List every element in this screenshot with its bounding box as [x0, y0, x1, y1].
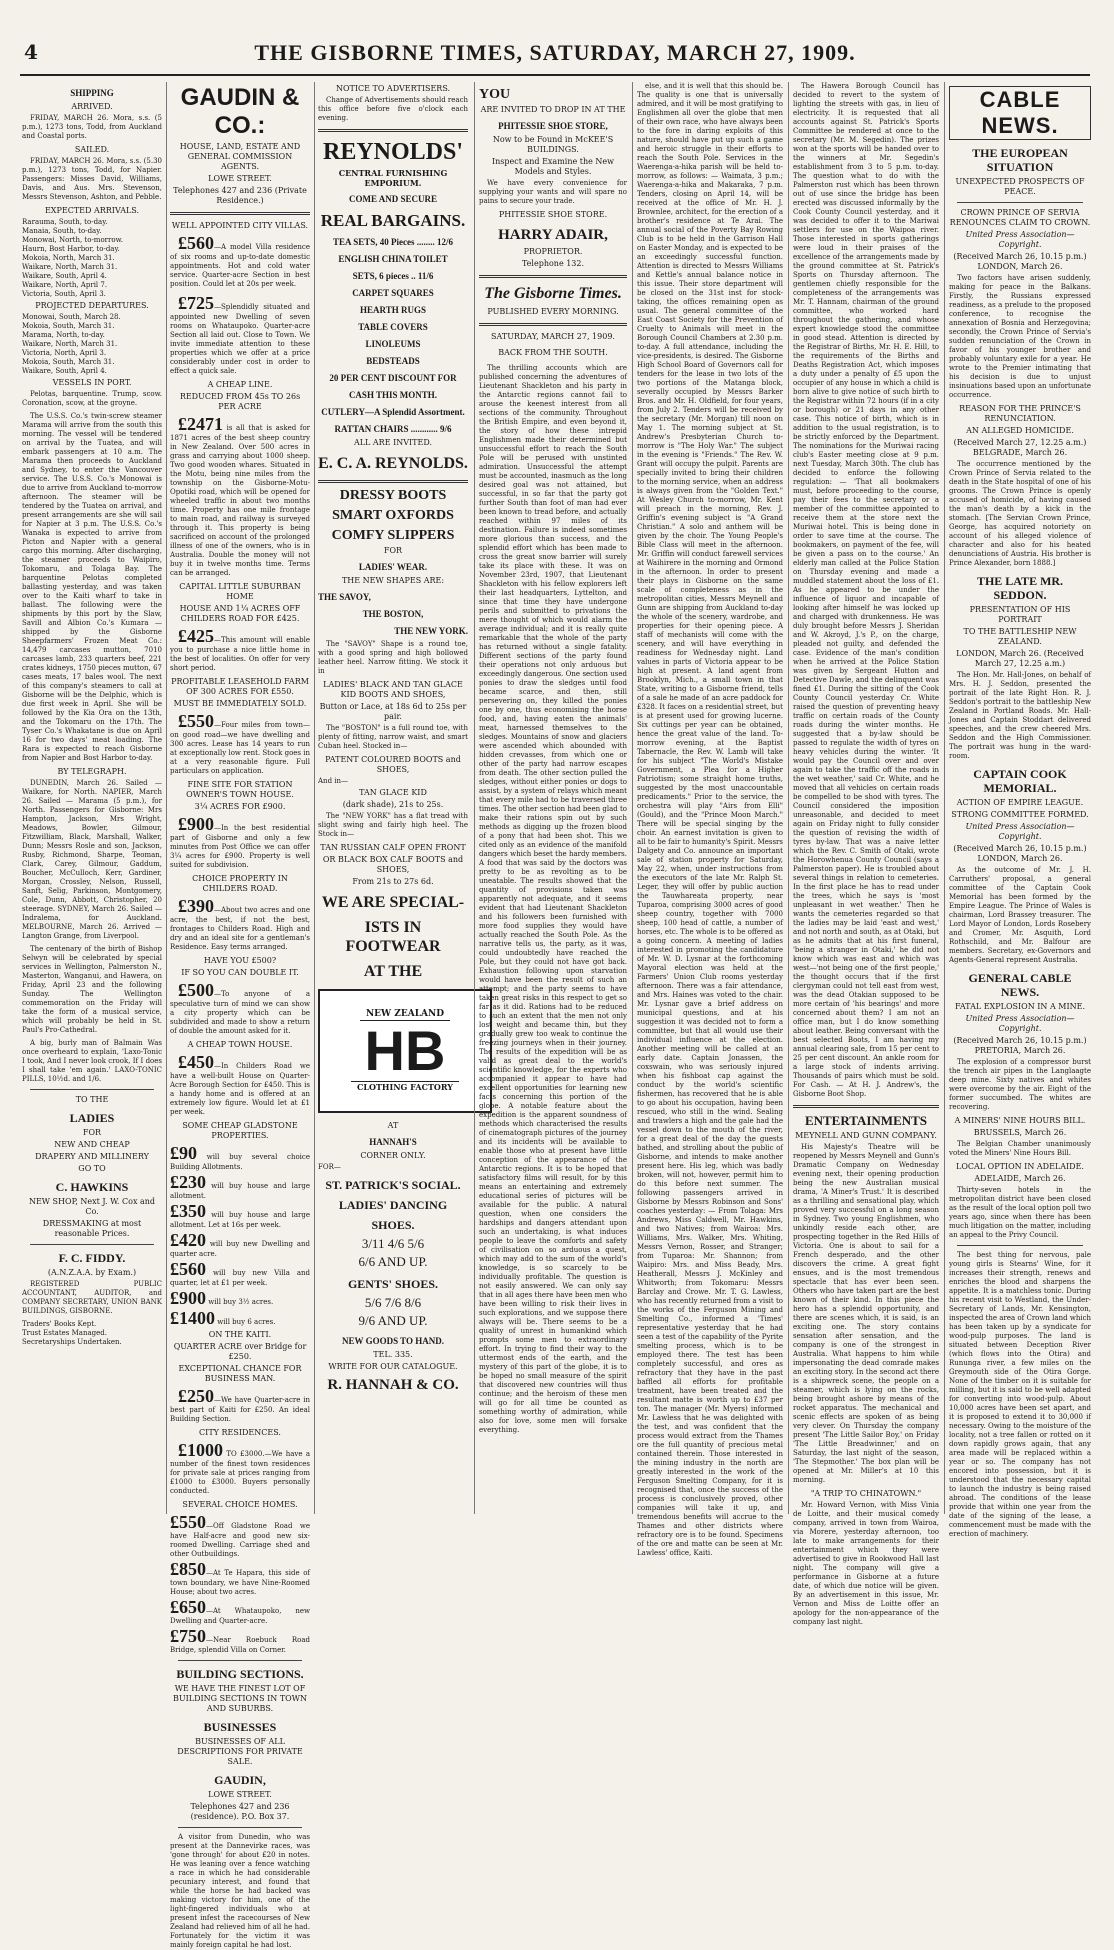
rattan-chairs: RATTAN CHAIRS ............ 9/6	[334, 424, 452, 434]
gents-prices: 5/6 7/6 8/6	[364, 1295, 422, 1310]
section-heading: HAVE YOU £500?	[203, 956, 277, 965]
smart-oxfords: SMART OXFORDS	[332, 508, 454, 523]
hb-logo-top: NEW ZEALAND	[360, 1009, 450, 1021]
hawkins-line1: NEW AND CHEAP	[54, 1140, 130, 1149]
listing-text: —At Whataupoko, new Dwelling and Quarter-acre.	[170, 1607, 310, 1625]
cable-text: The explosion of a compressor burst the trench air pipes in the Langlaagte deep mine. Sixty natives and whites were overcome by the air. Eight of the former succumbed. The whites are recovering.	[949, 1058, 1091, 1111]
shape-boston: THE BOSTON,	[362, 609, 424, 619]
newyork-text: The "NEW YORK" has a flat tread with slight swing and fairly high heel. The Stock in—	[318, 812, 468, 838]
listing-text: —In the best residential part of Gisborne and only a few minutes from Post Office we can offer 3¼ acres for £900. Property is well suited for subdivision.	[170, 824, 310, 869]
hearth-rugs: HEARTH RUGS	[360, 305, 426, 315]
price: £420	[170, 1230, 206, 1250]
real-bargains: REAL BARGAINS.	[320, 211, 466, 230]
column-notes	[793, 82, 939, 1626]
projected-list	[22, 313, 162, 376]
section-heading: WELL APPOINTED CITY VILLAS.	[171, 221, 309, 230]
section-heading: PROFITABLE LEASEHOLD FARM OF 300 ACRES FOR £550.	[171, 677, 309, 696]
chinatown-heading: "A TRIP TO CHINATOWN."	[810, 1489, 922, 1498]
fiddy-line: Traders' Books Kept.	[22, 1320, 97, 1328]
list-item: Victoria, South, April 3.	[22, 290, 106, 298]
price: £500	[178, 980, 214, 1000]
write-catalogue: WRITE FOR OUR CATALOGUE.	[328, 1362, 458, 1371]
column-rule	[632, 82, 633, 1514]
hawkins-advertisement	[22, 1095, 162, 1239]
column-rule	[314, 82, 315, 1514]
divider	[30, 1089, 154, 1090]
divider	[170, 212, 310, 215]
listing-text: —Splendidly situated and appointed new Dwelling of seven rooms on Whataupoko. Quarter-acre Section all laid out. Close to Town. We invite immediate attention to these properties which we offer at a price considerably under cost in order to effect a quick sale.	[170, 303, 310, 375]
price: £250	[178, 1386, 214, 1406]
heading-projected-departures: PROJECTED DEPARTURES.	[35, 301, 149, 310]
china-toilet: ENGLISH CHINA TOILET	[338, 254, 448, 264]
reynolds-title: REYNOLDS'	[322, 139, 464, 165]
proprietor-label: PROPRIETOR.	[523, 247, 583, 256]
late-mr-seddon: THE LATE MR. SEDDON.	[976, 574, 1064, 602]
gents-shoes: GENTS' SHOES.	[347, 1277, 439, 1291]
hawkins-for: FOR	[82, 1128, 102, 1137]
tea-sets: TEA SETS, 40 Pieces ........ 12/6	[332, 237, 453, 247]
savoy-text: The "SAVOY" Shape is a round toe, with a good spring and high bollowed leather heel. Narrow fitting. We stock it in	[318, 640, 468, 675]
received-line: LONDON, March 26. (Received March 27, 12.25 a.m.)	[956, 649, 1084, 668]
divider	[318, 129, 468, 132]
list-item: Monowai, South, March 28.	[22, 313, 121, 321]
bedsteads: BEDSTEADS	[366, 356, 420, 366]
listing-text: —At Te Hapara, this side of town boundary, we have Nine-Roomed House; about two acres.	[170, 1569, 310, 1596]
invited-text: ARE INVITED TO DROP IN AT THE	[480, 105, 626, 114]
gaudin-signature: GAUDIN,	[214, 1773, 266, 1787]
price: £850	[170, 1559, 206, 1579]
price: £750	[170, 1626, 206, 1646]
price: £900	[170, 1288, 206, 1308]
leader-text: The thrilling accounts which are published concerning the adventures of Lieutenant Shackleton and his party in the Antarctic regions cannot fail to arouse the keenest interest from all sections of the community. Throughout the British Empire, and even beyond it, the story of how these intrepid Englishmen made their determined but unsuccessful effort to reach the South Pole will be perused with unstinted admiration. Unsuccessful the attempt must be accounted, inasmuch as the long desired goal was not attained, but successful, in so far that the party got further South than foot of man had ever been known to tread before, and actually reached within 97 miles of its destination. Failure is indeed sometimes more glorious than success, and the splendid effort which has been made to cross the great snow barrier will surely take its place with these. It was on November 23rd, 1907, that Lieutenant Shackleton with his fellow explorers left their last headquarters, Lyttelton, and since that time they have undergone perils and submitted to privations the mere thought of which would alarm the average individual; and it is really quite remarkable that the whole of the party has returned without a single fatality. Different sections of the party found their operations not only arduous but exceedingly dangerous. One section used ponies to draw the sledges until food became scarce, and then, still persevering on, they killed the ponies one by one, thus economising the horse food, and, having eaten the animals' meat, harnessed themselves to the sledges. Mountains of snow and glaciers were ascended which abounded with hidden crevasses, from which one or other of the party had narrow escapes from death. The other section pulled the sledges, without either ponies or dogs to assist, by a system of relays which meant that every mile had to be traversed three times. The other section had been glad to make their rations spin out by such methods as digging up the frozen blood of a pony that had been shot. This we cited only as an evidence of the manifold dangers which beset the hardy members. A food that was said by the doctors was pretty to be as revolting as to be uneatable. The results showed that the quantity of provisions taken was apparently not adequate, and it seems evident that had Lieutenant Shackleton and his followers been furnished with more food supplies they would have actually reached the South Pole. As the narrative tells us, the party, as it was, could undoubtedly have reached the Pole, but they could not have got back. Exhaustion following upon starvation would have been the result of such an attempt; and the party seems to have taken great risks in this respect to get so far as it did. Rations had to be reduced to such an extent that the men not only lost weight and became thin, but they gradually grew too weak to continue the freezing journeys when in their journey. The results of the expedition will be as valid as great deal to the world's scientific knowledge, for the experts who accompanied it appear to have had excellent opportunities for learning new facts concerning this portion of the globe. A notable feature about the expedition is the apparent soundness of methods which characterised the results of cinematograph pictures of the journey and its incidents will be available to enable those who at present have little conception of the appearance of the Antarctic regions. It is to be hoped that satisfactory films will result, for by this means an entertaining and extremely educational series of pictures will be available for the public. A natural question, when one considers the hardships and dangers attendant upon such an undertaking, is what induces people to leave the comforts and safety of civilisation on so arduous a quest, which may add to the sum of the world's knowledge, is so scarcely to be individually profitable. The question is not easily answered. We can only say that in all ages there have been men who have been willing to risk their lives in such explorations, and we suppose there always will be. There seems to be a quality of unrest in humankind which prompts some men to extraordinary effort. In trying to find their way to the uttermost ends of the earth, and the mystery of this part of the globe, it is to be hoped no small measure of the spirit that discovered new countries will thus continue; and the heroism of these men will go for all time be counted as something worthy of admiration, while also for love, some men will forsake everything.	[479, 364, 627, 1434]
list-item: Waikare, North, April 7.	[22, 281, 108, 289]
local-option: LOCAL OPTION IN ADELAIDE.	[956, 1162, 1084, 1171]
shoes-label: SHOES.	[371, 1218, 415, 1232]
price: £90	[170, 1143, 197, 1163]
price: £725	[178, 293, 214, 313]
at-the: AT THE	[363, 963, 423, 980]
carpet-squares: CARPET SQUARES	[352, 288, 434, 298]
price: £900	[178, 814, 214, 834]
you-heading: YOU	[479, 87, 511, 102]
received-line: (Received March 27, 12.25 a.m.) BELGRADE, March 26.	[953, 438, 1087, 457]
fiddy-name: F. C. FIDDY.	[58, 1251, 126, 1265]
cable-news-heading: CABLE NEWS.	[949, 86, 1091, 140]
listing-text: —About two acres and one acre, the best, if not the best, frontages to Childers Road. High and dry and an ideal site for a gentleman's Residence. Easy terms arranged.	[170, 906, 310, 951]
gaudin-firm-sub: HOUSE, LAND, ESTATE AND GENERAL COMMISSION AGENTS.	[179, 142, 301, 171]
price: £390	[178, 896, 214, 916]
heading-vessels-in-port: VESSELS IN PORT.	[52, 378, 132, 387]
list-item: Manaia, South, to-day.	[22, 227, 102, 235]
list-item: Victoria, North, April 3.	[22, 349, 107, 357]
ladies-black: LADIES' BLACK AND TAN GLACE KID BOOTS AND SHOES,	[323, 680, 463, 699]
price: £1000	[178, 1440, 223, 1460]
upa-credit: United Press Association—Copyright.	[965, 1014, 1075, 1033]
price: £425	[178, 626, 214, 646]
list-item: Waikare, North, March 31.	[22, 340, 118, 348]
hb-logo-main: HB	[364, 1019, 446, 1082]
gents-prices-up: 9/6 AND UP.	[358, 1313, 428, 1328]
divider	[30, 1244, 154, 1245]
all-invited: ALL ARE INVITED.	[353, 438, 433, 447]
corner-only: CORNER ONLY.	[360, 1151, 426, 1160]
harry-adair: HARRY ADAIR,	[498, 227, 608, 243]
received-line: (Received March 26, 10.15 p.m.) LONDON, March 26.	[953, 252, 1087, 271]
chinatown-text: Mr. Howard Vernon, with Miss Vinia de Loitte, and their musical comedy company, arrived in town from Wairoa, via Morere, yesterday afternoon, too late to make arrangements for their entertainment which they were advertised to give in Rookwood Hall last night. The company will give a performance in Gisborne at a future date, of which due notice will be given. By an advertisement in this issue, Mr. Vernon and Miss de Loitte offer an apology for the non-appearance of the company last night.	[793, 1501, 939, 1626]
section-heading: SEVERAL CHOICE HOMES.	[182, 1500, 298, 1509]
listing-text: will buy new Villa and quarter, let at £1 per week.	[170, 1269, 310, 1287]
price: £1400	[170, 1308, 215, 1328]
section-heading: FINE SITE FOR STATION OWNER'S TOWN HOUSE.	[186, 780, 294, 799]
divider	[479, 323, 627, 326]
cable-text: Two factors have arisen suddenly, making for peace in the Balkans. Firstly, the Russians expressed readiness, as a prelude to the proposed conference, to recognise the annexation of Bosnia and Herzegovina; secondly, the Crown Prince of Servia's sudden renunciation of the Crown in favor of his younger brother and probably voluntary exile for a year. He wrote to the Premier intimating that his decision is due to unjust insinuations based upon an unfortunate occurrence.	[949, 274, 1091, 399]
list-item: Mokoia, North, March 31.	[22, 254, 115, 262]
heading-expected-arrivals: EXPECTED ARRIVALS.	[44, 206, 140, 215]
businesses-text: BUSINESSES OF ALL DESCRIPTIONS FOR PRIVATE SALE.	[177, 1737, 303, 1766]
gaudin-firm-telephone: Telephones 427 and 236 (Private Residence.)	[173, 186, 307, 205]
reynolds-subtitle: CENTRAL FURNISHING EMPORIUM.	[338, 168, 448, 188]
comfy-slippers: COMFY SLIPPERS	[331, 528, 455, 543]
column-rule	[788, 82, 789, 1514]
list-item: Monowai, North, to-morrow.	[22, 236, 123, 244]
notice-heading: NOTICE TO ADVERTISERS.	[335, 84, 451, 93]
brussels-dateline: BRUSSELS, March 26.	[973, 1128, 1067, 1137]
hannahs: HANNAH'S	[369, 1137, 417, 1147]
masthead	[20, 28, 1090, 76]
ladies-dancing: LADIES' DANCING	[338, 1198, 448, 1212]
hawkins-dressmaking: DRESSMAKING at most reasonable Prices.	[42, 1219, 142, 1238]
hawkins-line2: DRAPERY AND MILLINERY	[35, 1152, 149, 1161]
adelaide-dateline: ADELAIDE, March 26.	[974, 1174, 1066, 1183]
listing-text: —We have Quarter-acre in best part of Kaiti for £250. An ideal Building Section.	[170, 1396, 310, 1423]
list-item: Mokoia, South, March 31.	[22, 358, 115, 366]
listing-text: will buy several choice Building Allotments.	[170, 1153, 310, 1171]
hawkins-to-the: TO THE	[75, 1095, 109, 1104]
strong-committee: STRONG COMMITTEE FORMED.	[951, 810, 1089, 819]
general-cable-news: GENERAL CABLE NEWS.	[968, 971, 1072, 999]
price: £550	[170, 1512, 206, 1532]
listing-text: will buy new Dwelling and quarter acre.	[170, 1240, 311, 1258]
column-reynolds	[318, 82, 468, 1514]
vessels-text: Pelotas, barquentine. Trump, scow. Coronation, scow, at the groyne.	[22, 390, 162, 407]
boston-text: The "BOSTON" is a full round toe, with plenty of fitting, narrow waist, and smart Cuban heel. Stocked in—	[318, 724, 468, 750]
price: £2471	[178, 414, 223, 434]
st-patricks-social: ST. PATRICK'S SOCIAL.	[325, 1178, 461, 1192]
gaudin-firm-name: GAUDIN & CO.:	[180, 84, 300, 139]
specialists-line1: WE ARE SPECIAL-	[321, 894, 465, 911]
for-label: FOR—	[318, 1163, 341, 1171]
listing-text: —Near Roebuck Road Bridge, splendid Villa on Corner.	[170, 1636, 310, 1654]
hannah-signature: R. HANNAH & CO.	[327, 1377, 459, 1393]
fatal-explosion: FATAL EXPLOSION IN A MINE.	[954, 1002, 1085, 1011]
inspect-text: Inspect and Examine the New Models and Styles.	[491, 157, 615, 176]
leader-date: SATURDAY, MARCH 27, 1909.	[491, 332, 615, 341]
tan-glace: TAN GLACE KID	[359, 788, 427, 797]
ladies-wear: LADIES' WEAR.	[358, 562, 428, 572]
businesses-heading: BUSINESSES	[203, 1720, 277, 1734]
hb-logo-bottom: CLOTHING FACTORY	[351, 1081, 459, 1093]
visitor-text: A visitor from Dunedin, who was present at the Dannevirke races, was 'gone through' for about £20 in notes. He was leaning over a fence watching a race in which he had considerable pecuniary interest, and found that while the horse he had backed was making victory for him, one of the light-fingered individuals who at present infest the racecourses of New Zealand had relieved him of all he had. Fortunately for the victim it was mainly foreign capital he had lost.	[170, 1833, 310, 1949]
hawkins-goto: GO TO	[78, 1164, 106, 1173]
crown-prince: CROWN PRINCE OF SERVIA RENOUNCES CLAIM TO CROWN.	[949, 208, 1091, 227]
listing-text: is all that is asked for 1871 acres of the best sheep country in New Zealand. Over 500 acres in grass and carrying about 1000 sheep. Two good wooden whares. Situated in the Motu, being nine miles from the township on the Gisborne-Motu-Opotiki road, which will be opened for wheeled traffic in about two months time. Property has one mile frontage to main road, and railway is surveyed through it. This property is being sacrificed on account of the prolonged illness of one of the owners, who is in Australia. Double the money will not buy it in twelve months time. Terms can be arranged.	[170, 424, 310, 577]
list-item: Waikare, South, April 4.	[22, 367, 107, 375]
section-subheading: EXCEPTIONAL CHANCE FOR BUSINESS MAN.	[178, 1364, 302, 1383]
section-heading: A CHEAP LINE.	[207, 380, 273, 389]
mckees-buildings: Now to be Found in McKEE'S BUILDINGS.	[492, 135, 614, 154]
divider	[793, 1105, 939, 1108]
section-subheading: MUST BE IMMEDIATELY SOLD.	[173, 699, 307, 708]
toilet-sets: SETS, 6 pieces .. 11/6	[352, 271, 434, 281]
arrived-text: FRIDAY, MARCH 26. Mora, s.s. (5 p.m.), 1273 tons, Todd, from Auckland and Coastal ports.	[22, 114, 162, 140]
section-heading: A CHEAP TOWN HOUSE.	[187, 1040, 293, 1049]
gaudin-address: LOWE STREET.	[208, 1790, 272, 1799]
section-subheading: REDUCED FROM 45s TO 26s PER ACRE	[179, 392, 301, 411]
cable-text: As the outcome of Mr. J. H. Carruthers' proposal, a general committee of the Captain Cook Memorial has been formed by the Empire League. The Prince of Wales is chairman, Lord Brassey treasurer. The Lord Mayor of London, Lords Rosebery and Cromer, Mr. Asquith, Lord Rothschild, and Mr. Balfour are members. Secretary, ex-Governors and Agents-General represent Australia.	[949, 866, 1091, 964]
hb-factory-logo	[318, 989, 492, 1113]
heading-arrived: ARRIVED.	[71, 102, 113, 111]
upa-credit: United Press Association—Copyright.	[965, 822, 1075, 841]
sailed-text: FRIDAY, MARCH 26. Mora, s.s. (5.30 p.m.), 1273 tons, Todd, for Napier. Passengers: Misses David, Williams, Davis, and Aus. Mrs. Stevenson, Messrs Stevenson, Ashton, and Pebble.	[22, 157, 162, 201]
discount: 20 PER CENT DISCOUNT FOR	[329, 373, 457, 383]
published-every-morning: PUBLISHED EVERY MORNING.	[487, 307, 619, 316]
leader-title: BACK FROM THE SOUTH.	[498, 348, 608, 357]
phitessie-store-name: PHITESSIE SHOE STORE.	[498, 210, 608, 219]
column-rule	[944, 82, 945, 1514]
listing-text: —A model Villa residence of six rooms and up-to-date domestic appointments. Hot and cold water service. Quarter-acre Section in best position. Could let at 20s per week.	[170, 243, 310, 288]
list-item: Marama, North, to-day.	[22, 331, 105, 339]
miners-bill: A MINERS' NINE HOURS BILL.	[954, 1116, 1086, 1125]
column-rule	[474, 82, 475, 1514]
bishop-selwyn-text: The centenary of the birth of Bishop Selwyn will be celebrated by special services in Wellington, Palmerston N., Masterton, Wanganui, and Hawera, on Friday, April 23 and the following Sunday. The Wellington commemoration on the Friday will take the form of a musical service, which will probably be held in St. Paul's Pro-Cathedral.	[22, 945, 162, 1034]
reason-heading: REASON FOR THE PRINCE'S RENUNCIATION.	[959, 404, 1081, 423]
newspaper-masthead: The Gisborne Times.	[484, 285, 622, 302]
listing-text: —In Childers Road we have a well-built House on Quarter-Acre Borough Section for £450. This is a handy home and is offered at an extremely low figure. Would let at £1 per week.	[170, 1062, 310, 1116]
section-subheading: IF SO YOU CAN DOUBLE IT.	[181, 968, 299, 977]
listing-text: will buy house and large allotment. Let at 16s per week.	[170, 1211, 310, 1229]
empire-league: ACTION OF EMPIRE LEAGUE.	[956, 798, 1084, 807]
list-item: Waikare, North, March 31.	[22, 263, 118, 271]
section-heading: CAPITAL LITTLE SUBURBAN HOME	[179, 582, 301, 601]
price: £230	[170, 1172, 206, 1192]
section-heading: ON THE KAITI.	[208, 1330, 272, 1339]
page-number: 4	[24, 40, 38, 64]
heading-sailed: SAILED.	[74, 145, 110, 154]
phitessie-telephone: Telephone 132.	[521, 259, 585, 268]
listing-text: —This amount will enable you to purchase a nice little home in the best of localities. On offer for very short period.	[170, 636, 310, 672]
price: £560	[170, 1259, 206, 1279]
notes-text: The Hawera Borough Council has decided to revert to the system of lighting the streets with gas, in lieu of electricity. It is requested that all accounts against St. Patrick's Sports Committee be rendered at once to the secretary (Mr. M. Segedin). The prizes won at the sports will be handed over to the winners at Mr. Segedin's establishment from 3 to 5 p.m. to-day. The question what to do with the Palmerston rust which has been thrown out of use since the bridge has been erected was discussed informally by the Cook County Council yesterday, and it was decided to offer it to the Mariwai settlers for use on the Waipoa river. Those interested in sports gatherings were loud in their praises of the excellence of the arrangements made by the ground committee at St. Patrick's Sports on Thursday afternoon. The gentlemen chiefly responsible for the completeness of the arrangements was Mr. T. Hannam, chairman of the ground committee, who worked hard throughout the gathering, and whose expert knowledge stood the committee in good stead. Attention is directed by the Registrar of Births, Mr. H. E. Hill, to the requirements of the Births and Deaths Registration Act, which imposes a duty under a penalty of £5 upon the occupier of any house in which a child is born alive to give notice of such birth to the Registrar within 72 hours (if in a city or borough) or 21 days in any other case. This notice of birth, which is in addition to the usual registration, is to be strictly enforced by the Department. The nominations for the Muriwai racing club's Easter meeting close at 9 p.m. next Tuesday, March 30th. The club has decided to enforce the following regulation: — 'That all bookmakers must, before proceeding to the course, pay their fees to the secretary or a member of the committee appointed to receive them at the store next the Muriwai hotel. This is being done in order to save time at the course. The bookmakers, on payment of the fee, will be given a pass on to the course.' An elderly man called at the Police Station on Thursday evening and made a muddled statement about the loss of £1. As he appeared to be under the influence of liquor and incapable of looking after himself he was locked up and charged with drunkenness. He was duly brought before Messrs J. Sheridan and W. Akroyd, J.'s P., on the charge, pleaded not guilty, and defended the case. Evidence of the man's condition when he arrived at the Police Station was given by Sergeant Hutton and Detective Dawle, and the delinquent was fined £1. During the sitting of the Cook County Council yesterday Cr. White raised the question of preventing heavy traffic on certain roads of the County roads during the winter months. He suggested that a by-law should be passed to regulate the width of tyres on heavy vehicles during the winter. 'It would pay the Council over and over again to take the traffic off the roads in the wet weather,' said Cr. White, and he moved that all vehicles on certain roads be compelled to be shod with tyres. The Council considered the imposition unreasonable, and decided to meet again on Friday night to fully consider the question of revising the width of tyres by-law. That was a naive letter which the Rev. C. Smith of Otaki, wrote the Horowhenua County Council (says a Palmerston paper). He is troubled about several things in relation to cemeteries. In the first place he has to read under the trees, which he says is 'most unpleasant in wet weather.' Then he wants the cemeteries regarded so that the ladies may be laid 'east and west,' and not north and south, as at Otaki, but as he admits that at his first funeral, 'being a stranger in Otaki,' he did not know which was east and which was west—'not being one of the first people,' the thought occurs that if the first clergyman could not tell east from west, was the dead Otakian supposed to be more certain of 'his bearings' and more concerned about them? I am not an office man, but I do know something about leather. Being conversant with the best selected Boots, I am having my annual clearing sale, from 15 per cent to 25 per cent discount. An ankle room for a large stock of indents arriving. Thousands of pairs which must be sold. For Cash. — At H. J. Andrew's, the Gisborne Boot Shop.	[793, 82, 939, 1098]
listing-text: will buy 3½ acres.	[208, 1298, 274, 1306]
fiddy-line: Secretaryships Undertaken.	[22, 1338, 122, 1346]
price: £650	[170, 1597, 206, 1617]
price: £450	[178, 1052, 214, 1072]
entertainments-text: His Majesty's Theatre will be reopened by Messrs Meynell and Gunn's Dramatic Company on Wednesday evening next, their opening production being the new Australian musical drama, 'A Miner's Trust.' It is described as a thrilling and sensational play, which proved very successful on a long season in Sydney. Two young Englishmen, who unkindly reside each other, are prospecting together in the Red Hills of Victoria. One is about to sail for a French desperado, and the other discovers the crime. A great fight ensues, and is the most tremendous spectacle that has ever been seen. Others who have taken part are the best known of their kind. In this piece the hero has a splendid opportunity, and there are scenes which, it is said, is an exciting one. The story contains sensation after sensation, and the company is one of the strongest in Australia. What happens to him while impersonating the dead comrade makes an exciting story. In the second act there is a shipwreck scene, the people on a steamer, which is lying on the rocks, being brought ashore by means of the rocket apparatus. The mechanical and scenic effects are spoken of as being very clever. On Thursday the company present 'The Little Sailor Boy,' on Friday 'The Little Breadwinner,' and on Saturday, the last night of the season, 'The Stepmother.' The box plan will be opened at Mr. Miller's at 10 this morning.	[793, 1143, 939, 1484]
column-leader	[479, 82, 627, 1514]
black-box: OR BLACK BOX CALF BOOTS and SHOES,	[322, 855, 464, 874]
column-local-news	[637, 82, 783, 1557]
laxo-tonic-ad: A big, burly man of Balmain Was once overheard to explain, 'Laxo-Tonic I took, And I never look crook, If I does I shall take 'em again.' LAXO-TONIC PILLS, 10½d. and 1/6.	[22, 1039, 162, 1083]
listing-text: will buy 6 acres.	[217, 1318, 276, 1326]
section-subheading: QUARTER ACRE over Bridge for £250.	[173, 1342, 307, 1361]
ladies-prices: 3/11 4/6 5/6	[361, 1236, 425, 1251]
divider	[957, 1245, 1083, 1246]
price: £560	[178, 233, 214, 253]
telegraph-text: DUNEDIN, March 26. Sailed — Waikare, for North. NAPIER, March 26. Sailed — Marama (5 p.m.), for North. Passengers for Gisborne: Mrs Hampton, Jackson, Mrs Wright, Meadows, Bowler, Gilmour, Fitzwilliam, Black, Marshall, Walker, Dunn; Messrs Rosle and son, Jackson, Rusby, Richmond, Sharpe, Teoman, Clark, Carey, Gilmour, Gaddum, Boucher, McCulloch, Kerr, Gardiner, Morgan, Crossley, Nelson, Russell, Sanft, Selig, Parkinson, Montgomery, Cole, Dunn, Abbott, Christopher, 20 steerage. SYDNEY, March 26. Sailed — Indralema, for Auckland. MELBOURNE, March 26. Arrived — Langton Grange, from Liverpool.	[22, 779, 162, 940]
hannah-telephone: TEL. 335.	[373, 1350, 413, 1359]
column-shipping	[22, 82, 162, 1514]
section-heading: SOME CHEAP GLADSTONE PROPERTIES.	[182, 1121, 298, 1140]
list-item: Rarauma, South, to-day.	[22, 218, 108, 226]
cable-text: The Hon. Mr. Hall-Jones, on behalf of Mrs. H. J. Seddon, presented the portrait of the late Right Hon. R. J. Seddon's portrait to the battleship New Zealand in Portland Roads. Mr. Hall-Jones and Captain Stoddart delivered speeches, and the crew cheered Mrs. Seddon and the High Commissioner. The portrait was hung in the ward-room.	[949, 671, 1091, 760]
listing-text: —Four miles from town—on good road—we have dwelling and 300 acres. Lease has 14 years to run at exceptionally low rent. Stock goes in at a very reasonable figure. Full particulars on application.	[170, 721, 310, 775]
newspaper-title: THE GISBORNE TIMES, SATURDAY, MARCH 27, 1909.	[254, 40, 856, 65]
meynell-gunn: MEYNELL AND GUNN COMPANY.	[795, 1131, 937, 1140]
cable-text: Thirty-seven hotels in the metropolitan district have been closed as the result of the local option poll two years ago, since when there has been much litigation on the matter, including an appeal to the Privy Council.	[949, 1186, 1091, 1239]
divider	[479, 275, 627, 278]
section-heading: CHOICE PROPERTY IN CHILDERS ROAD.	[192, 874, 288, 893]
listing-text: will buy house and large allotment.	[170, 1182, 310, 1200]
expected-list	[22, 218, 162, 299]
listing-text: TO £3000.—We have a number of the finest town residences for private sale at prices ranging from £1000 to £3000. Buyers personally conducted.	[170, 1450, 310, 1495]
linoleums: LINOLEUMS	[365, 339, 421, 349]
hannah-at: AT	[387, 1121, 399, 1130]
shape-newyork: THE NEW YORK.	[394, 626, 468, 636]
building-sections-heading: BUILDING SECTIONS.	[176, 1667, 304, 1681]
alleged-homicide: AN ALLEGED HOMICIDE.	[966, 426, 1074, 435]
fiddy-line: Trust Estates Managed.	[22, 1329, 107, 1337]
local-news-text: else, and it is well that this should be. The quality is one that is universally admired, and it will be most gratifying to Englishmen all over the globe that men of their own race, who have always been to the fore in daring exploits of this nature, should have put up such a game and heroic struggle in their efforts to reach the South Pole. Services in the Waerenga-a-hika parish will be held to-morrow, as follows: — Waimata, 3 p.m.; Waerenga-a-hika and Makaraka, 7 p.m. Tenders, closing on April 14, will be received at the office of Mr. H. J. Brownlee, architect, for the erection of a brother's residence at Te Arai. The annual social of the Poverty Bay Rowing Club is to be held in the Garrison Hall on Easter Monday, and is expected to be an exceedingly successful function. Attention is directed to Messrs Williams and Kettle's annual balance notice in this issue. Their store department will be closed on the 31st inst for stock-taking, the offices remaining open as usual. The general committee of the East Coast Society for the Prevention of Cruelty to Animals will meet in the Borough Council Chambers at 2.30 p.m. to-day. A full attendance, including the vice-presidents, is desired. The Gisborne High School Board of Governors call for tenders for the lease in two lots of the two portions of the Matanga block, severally occupied by Messrs Barker Bros. and Mr. H. Oldfield, for four years, from July 2. Tenders will be received by the secretary (Mr. Morgan) till noon on May 1. The morning subject at St. Andrew's Presbyterian Church to-morrow is "The Holy War." The subject in the evening is "Friends." The Rev. W. Grant will occupy the pulpit. Parents are specially invited to bring their children to the morning service, when an address is always given from the "Golden Text." At Wesley Church to-morrow, Mr. Kent will preach in the morning, Rev. J. Griffin's evening subject is "A Grand Christian." A solo and anthem will be given by the choir. The Young People's Bible Class will meet in the afternoon. Mr. Griffin will conduct farewell services at Waihirere in the morning and Ormond in the afternoon. In order to present their plays in Gisborne on the same scale of completeness as in the metropolitan cities, Messrs Meynell and Gunn are shipping from Auckland to-day the whole of the scenery, wardrobe, and properties for their opening piece. A staff of mechanists will come with the scenery, and will have everything in readiness for Wednesday night. Land values in parts of Victoria appear to be high at present. A land agent from Brooklyn, Mich., a small town in that State, writing to a Gisborne friend, tells of a sale he made of an acre paddock for £328. It faces on a residential street, but is at present used for growing lucerne. Six cuttings per year can be obtained, hence the great value of the land. To-morrow evening, at the Baptist Tabernacle, the Rev. W. Lamb will take for his subject "The World's Mistake Government, a Plea for a Higher Patriotism; some straight home truths, suggested by the most unaccountable predicaments." Prior to the service, the orchestra will play "Airs from Elli" (Gould), and the "Prince Moon March." There will be special singing by the choir. An earnest invitation is given to all to be fair to humanity's Spirit. Messrs Dalgety and Co. announce an important sale of station property for Saturday, May 22, when, under instructions from the executors of the late Mr. Ralph St. Leger, they will offer by public auction the Tauwhareata property, near Tuparoa, comprising 3000 acres of good sheep country, together with 7000 sheep, 100 head of cattle, a number of horses, etc. The whole is to be offered as a going concern. A meeting of ladies interested in promoting the candidature of Mr. W. D. Lysnar at the forthcoming Mayoral election was held at the Farmers' Union Club rooms yesterday afternoon. There was a fair attendance, and Mrs. Haines was voted to the chair. Mr. Lysnar gave a brief address on municipal questions, and at his suggestion it was decided not to form a committee, but that all would use their individual influence at the election. Another meeting will be called at an early date. Captain Jonassen, the coxswain, who was seriously injured when his fishboat cap against the conduct by the world's scientific fishermen, has recovered that he is able to go about his occupation, having been rescued, who still in the wind. Sealing and trawlers a high and the gale had the vessel down to the mouth of the river, for a great deal of the day the guests bathed, and strolling about the public of Gisborne, and intends to make another present here. His leg, which was badly broken, will not, however, permit him to do this before next summer. The following passengers arrived in Gisborne by Messrs Robinson and Sons' coaches yesterday: — From Tolaga: Mrs Andrews, Miss Caldwell, Mr. Hawkins, and two Natives; from Wairoa: Mrs. Williams, Mrs. Walker, Mrs. Whiting, Messrs Vernon, Rosser, and Stranger; from Tuparoa: Mr. Shannon; from Waipiro: Mrs. and Miss Beady, Mrs. Heatherall, Messrs J. McKinley and Whitworth; from Tokomaru: Messrs Barclay and Crowe. Mr. T. G. Lawless, who has recently returned from a visit to the works of the Ferguson Mining and Smelting Co., informed a 'Times' representative yesterday that he had seen a test of the capability of the Pyrite smelting process, which is to be employed there. The test has been completely successful, and ores as refractory that they have in the past baffled all efforts for profitable treatment, have been treated and the resultant matte is worth up to £37 per ton. The manager (Mr. Myers) informed Mr. Lawless that he was delighted with the test, and was confident that the process would extract from the Thames ore the full quantity of precious metal contained therein. Those interested in the mining industry in the north are greatly interested in the work of the Ferguson Smelting Company, for it is recognised that, once the success of the process is conclusively proved, other companies will take it up, and tremendous benefits will accrue to the Thames and other districts where refractory ore is to be found. Specimens of the ore and matte can be seen at Mr. Lawless' office, Kaiti.	[637, 82, 783, 1557]
and-in: And in—	[318, 777, 349, 785]
price: £550	[178, 711, 214, 731]
misc-text: The best thing for nervous, pale young girls is Stearns' Wine, for it increases their strength, renews and enriches the blood and sharpens the appetite. It is a matchless tonic. During his recent visit to Westland, the Under-Secretary of Lands, Mr. Kensington, inspected the area of Crown land which has been taken up by a syndicate for wood-pulp purposes. The land is situated between Deception River (which flows into the Otira) and Rununga river, a few miles on the Greymouth side of the Otira Gorge. None of the timber on it is suitable for milling, but it is said to be well adapted for converting into wood-pulp. About 10,000 acres have been set apart, and it is proposed to extend it to 30,000 if necessary. Owing to the moisture of the locality, not a tree fallen or rotted on it down rapidly grows again, that any area made will be replaced within a year or so. The company has not encored into possession, but it is understood that the necessary capital to launch the industry is being raised abroad. The conditions of the lease provide that within one year from the date of the signing of the lease, a commencement must be made with the erection of machinery.	[949, 1251, 1091, 1538]
heading-by-telegraph: BY TELEGRAPH.	[57, 767, 127, 776]
shape-savoy: THE SAVOY,	[318, 592, 371, 602]
received-line: (Received March 26, 10.15 p.m.) PRETORIA, March 26.	[953, 1036, 1087, 1055]
upa-credit: United Press Association—Copyright.	[965, 230, 1075, 249]
european-situation: THE EUROPEAN SITUATION	[972, 146, 1068, 174]
list-item: Mokoia, South, March 31.	[22, 322, 115, 330]
new-shapes: THE NEW SHAPES ARE:	[341, 576, 445, 585]
entertainments-heading: ENTERTAINMENTS	[804, 1113, 928, 1128]
new-goods: NEW GOODS TO HAND.	[341, 1336, 445, 1346]
cash-this-month: CASH THIS MONTH.	[348, 390, 438, 400]
button-lace: Button or Lace, at 18s 6d to 25s per pair.	[319, 702, 467, 721]
divider	[178, 1827, 302, 1828]
building-sections-text: WE HAVE THE FINEST LOT OF BUILDING SECTIONS IN TOWN AND SUBURBS.	[173, 1684, 307, 1713]
notice-text: Change of Advertisements should reach this office before five o'clock each evening.	[318, 96, 468, 122]
section-subheading: 3¼ ACRES FOR £900.	[194, 802, 286, 811]
hawkins-name: C. HAWKINS	[55, 1180, 129, 1194]
convenience-text: We have every convenience for supplying your wants and will spare no pains to secure your trade.	[479, 179, 627, 205]
gaudin-telephone: Telephones 427 and 236 (residence). P.O. Box 37.	[190, 1802, 290, 1821]
portrait-heading: PRESENTATION OF HIS PORTRAIT	[969, 605, 1071, 624]
cable-text: The Belgian Chamber unanimously voted the Miners' Nine Hours Bill.	[949, 1140, 1091, 1157]
hawkins-address: NEW SHOP, Next J. W. Cox and Co.	[28, 1197, 156, 1216]
fiddy-qualification: (A.N.Z.A.A. by Exam.)	[47, 1268, 137, 1277]
ladies-prices-up: 6/6 AND UP.	[358, 1254, 428, 1269]
reynolds-signature: E. C. A. REYNOLDS.	[318, 455, 468, 472]
for-label: FOR	[383, 546, 403, 555]
price-range: From 21s to 27s 6d.	[352, 877, 434, 886]
russian-calf: TAN RUSSIAN CALF OPEN FRONT	[320, 843, 466, 852]
patent-boots: PATENT COLOURED BOOTS and SHOES,	[325, 755, 461, 774]
divider	[178, 1660, 302, 1661]
fiddy-body: REGISTERED PUBLIC ACCOUNTANT, AUDITOR, and COMPANY SECRETARY, UNION BANK BUILDINGS, GISBORNE.	[22, 1280, 162, 1315]
received-line: (Received March 26, 10.15 p.m.) LONDON, March 26.	[953, 844, 1087, 863]
gaudin-firm-address: LOWE STREET.	[208, 174, 272, 183]
column-gaudin	[170, 82, 311, 1949]
tan-glace-price: (dark shade), 21s to 25s.	[342, 800, 444, 809]
battleship-heading: TO THE BATTLESHIP NEW ZEALAND.	[963, 627, 1077, 646]
shipping-news-text: The U.S.S. Co.'s twin-screw steamer Marama will arrive from the south this morning. The vessel will be tendered on arrival by the Tuatea, and will embark passengers at 10 a.m. The Marama then proceeds to Auckland and Sydney, to enter the Vancouver service. The U.S.S. Co.'s Monowai is due to arrive from Auckland to-morrow afternoon. The steamer will be tendered by the Tuatea on arrival, and present arrangements are she will sail for Napier at 3 p.m. The U.S.S. Co.'s Wanaka is expected to arrive from Picton and Napier with a general cargo this morning. After discharging, the steamer proceeds to Waipiro, Tokomaru, and Tolaga Bay. The barquentine Pelotas completed ballasting yesterday, and was taken over to the Kaiti wharf to take in ballast. The following were the shipments by this port by the Slaw, Savill and Albion Co.'s Kumara — shipped by the Gisborne Sheepfarmers' Frozen Meat Co.: 14,479 carcases mutton, 7010 carcases lamb, 233 quarters beef, 221 crates kidneys, 1750 pieces mutton, 67 cases meats, 17 bales wool. The next of this company's steamers to call at Gisborne will be the Delphic, which is due first week in April. She will be followed by the Kia Ora on the 13th, and the Tokomaru on the 17th. The Tyser Co.'s Whakatane is due on April 16 for two days' meat loading. The Rara is expected to reach Gisborne from Napier and Bost Harbor to-day.	[22, 412, 162, 762]
dressy-boots: DRESSY BOOTS	[339, 488, 447, 503]
section-heading: CITY RESIDENCES.	[199, 1428, 281, 1437]
divider	[318, 480, 468, 483]
listing-text: —To anyone of a speculative turn of mind we can show a city property which can be subdivided and made to show a return of double the amount asked for it.	[170, 990, 310, 1035]
heading-shipping: SHIPPING	[70, 88, 114, 98]
divider	[957, 202, 1083, 203]
captain-cook-memorial: CAPTAIN COOK MEMORIAL.	[973, 767, 1067, 795]
section-subheading: HOUSE AND 1¼ ACRES OFF CHILDERS ROAD FOR £425.	[179, 604, 301, 623]
specialists-line2: ISTS IN FOOTWEAR	[345, 919, 441, 955]
phitessie-store: PHITESSIE SHOE STORE,	[498, 121, 608, 131]
list-item: Haurn, Bost Harbor, to-day.	[22, 245, 120, 253]
hawkins-ladies: LADIES	[69, 1111, 115, 1125]
listing-text: —Off Gladstone Road we have Half-acre and good new six-roomed Dwelling. Carriage shed and other Outbuildings.	[170, 1522, 310, 1558]
column-cable-news	[949, 82, 1091, 1538]
fiddy-advertisement	[22, 1251, 162, 1347]
table-covers: TABLE COVERS	[358, 322, 428, 332]
list-item: Waikare, South, April 4.	[22, 272, 107, 280]
cable-text: The occurrence mentioned by the Crown Prince of Servia related to the death in the State hospital of one of his grooms. The Crown Prince is openly accused of homicide, of having caused the man's death by a kick in the stomach. [The Servian Crown Prince, George, has acquired notoriety on account of his alleged violence of character and also for his heated denunciations of Austria. His brother is Prince Alexander, born 1888.]	[949, 460, 1091, 567]
unexpected-prospects: UNEXPECTED PROSPECTS OF PEACE.	[955, 177, 1085, 196]
cutlery: CUTLERY—A Splendid Assortment.	[321, 407, 465, 417]
column-rule	[166, 82, 167, 1514]
come-and-secure: COME AND SECURE	[348, 194, 437, 204]
price: £350	[170, 1201, 206, 1221]
